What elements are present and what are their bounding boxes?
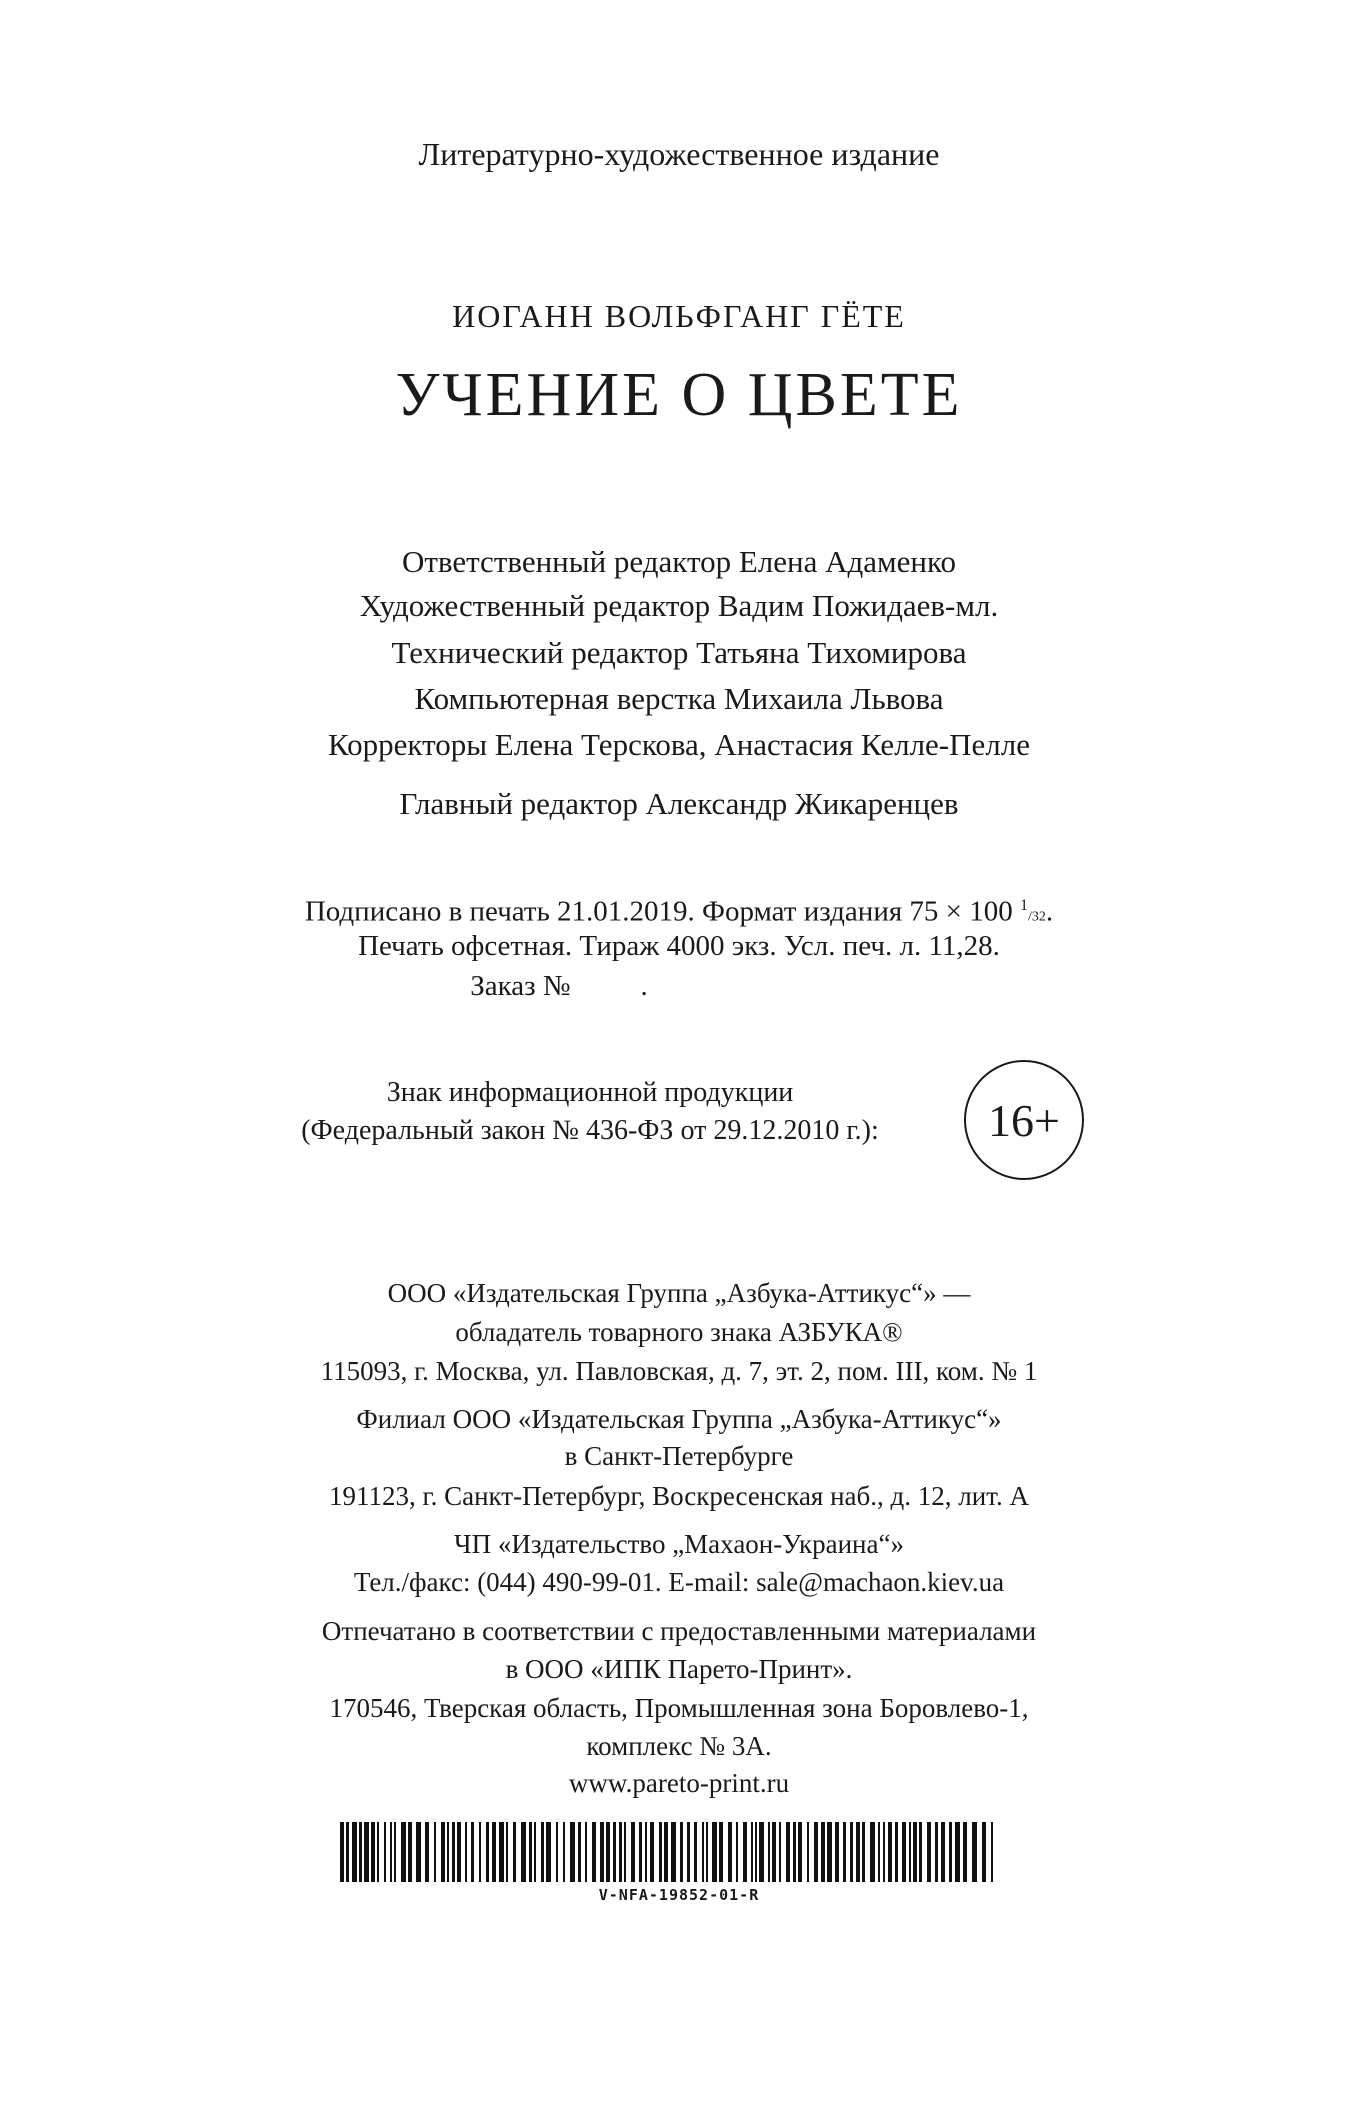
barcode-bar — [821, 1822, 825, 1882]
barcode-bar — [856, 1822, 860, 1882]
barcode-bar — [779, 1822, 781, 1882]
barcode-bar — [895, 1822, 898, 1882]
barcode-bar — [425, 1822, 429, 1882]
age-rating-badge: 16+ — [964, 1060, 1084, 1180]
barcode-bar — [452, 1822, 455, 1882]
barcode-bar — [706, 1822, 708, 1882]
barcode-bar — [556, 1822, 558, 1882]
credit-proofreaders: Корректоры Елена Терскова, Анастасия Келле-Пелле — [328, 727, 1030, 762]
barcode-bar — [870, 1822, 875, 1882]
credit-lead-editor: Ответственный редактор Елена Адаменко — [401, 544, 956, 579]
print-offset: Печать офсетная. Тираж 4000 экз. Усл. печ. л. 11,28. — [358, 930, 1000, 962]
barcode-bar — [492, 1822, 496, 1882]
barcode-bar — [835, 1822, 839, 1882]
barcode-bar — [384, 1822, 386, 1882]
barcode-bar — [878, 1822, 880, 1882]
barcode-bar — [935, 1822, 938, 1882]
publisher-line-5: в Санкт-Петербурге — [564, 1441, 794, 1471]
barcode-bar — [927, 1822, 931, 1882]
barcode-bar — [631, 1822, 635, 1882]
barcode-bar — [755, 1822, 757, 1882]
print-order-dot: . — [640, 970, 648, 1002]
barcode-bar — [843, 1822, 846, 1882]
credit-art-editor: Художественный редактор Вадим Пожидаев-мл. — [359, 588, 999, 623]
barcode-bar — [664, 1822, 668, 1882]
barcode-bar — [534, 1822, 536, 1882]
barcode-bar — [371, 1822, 375, 1882]
barcode-icon — [340, 1822, 1000, 1882]
barcode-bar — [671, 1822, 676, 1882]
barcode-bar — [529, 1822, 532, 1882]
publisher-line-7: ЧП «Издательство „Махаон-Украина“» — [454, 1529, 904, 1559]
barcode-bar — [972, 1822, 977, 1882]
credit-layout: Компьютерная верстка Михаила Львова — [414, 681, 944, 716]
barcode-bar — [377, 1822, 379, 1882]
barcode-bar — [751, 1822, 753, 1882]
credit-chief-editor: Главный редактор Александр Жикаренцев — [399, 786, 959, 821]
publisher-line-8: Тел./факс: (044) 490-99-01. E-mail: sale@machaon.kiev.ua — [353, 1567, 1005, 1597]
barcode-bar — [499, 1822, 504, 1882]
barcode-bar — [963, 1822, 967, 1882]
barcode-bar — [687, 1822, 690, 1882]
barcode-bar — [888, 1822, 892, 1882]
barcode-bar — [850, 1822, 853, 1882]
age-label-1: Знак информационной продукции — [386, 1077, 794, 1108]
barcode-bar — [434, 1822, 436, 1882]
barcode-bar — [941, 1822, 945, 1882]
barcode-bar — [624, 1822, 626, 1882]
publisher-line-3: 115093, г. Москва, ул. Павловская, д. 7, эт. 2, пом. III, ком. № 1 — [320, 1356, 1038, 1386]
barcode-bar — [827, 1822, 832, 1882]
barcode-bar — [619, 1822, 622, 1882]
barcode-bar — [902, 1822, 906, 1882]
barcode-bar — [346, 1822, 349, 1882]
barcode-bar — [471, 1822, 474, 1882]
format-numerator: 1 — [1020, 897, 1029, 914]
barcode-bar — [759, 1822, 764, 1882]
barcode-bar — [447, 1822, 449, 1882]
barcode-bar — [814, 1822, 818, 1882]
barcode-bar — [416, 1822, 421, 1882]
barcode-bar — [768, 1822, 770, 1882]
barcode-bar — [650, 1822, 654, 1882]
barcode-bar — [359, 1822, 362, 1882]
print-order-label: Заказ № — [470, 970, 571, 1002]
print-order — [0, 966, 1238, 1006]
printer-line-1: Отпечатано в соответствии с предоставленными материалами — [321, 1616, 1037, 1646]
barcode-bar — [772, 1822, 776, 1882]
barcode-bar — [613, 1822, 616, 1882]
barcode-bar — [793, 1822, 796, 1882]
barcode-bar — [457, 1822, 461, 1882]
barcode-bar — [645, 1822, 647, 1882]
barcode-bar — [486, 1822, 489, 1882]
barcode-bar — [506, 1822, 508, 1882]
barcode-bar — [786, 1822, 790, 1882]
barcode-bar — [592, 1822, 596, 1882]
age-rating-block — [0, 1054, 1358, 1182]
barcode-bar — [862, 1822, 865, 1882]
barcode-bar — [352, 1822, 357, 1882]
printer-line-2: в ООО «ИПК Парето-Принт». — [505, 1654, 853, 1684]
barcode-bar — [479, 1822, 481, 1882]
barcode-bar — [919, 1822, 922, 1882]
barcode-label: V-NFA-19852-01-R — [598, 1886, 760, 1904]
barcode-bar — [728, 1822, 732, 1882]
barcode-bar — [606, 1822, 610, 1882]
author-name: ИОГАНН ВОЛЬФГАНГ ГЁТЕ — [452, 298, 906, 334]
barcode-bar — [909, 1822, 911, 1882]
age-label-2: (Федеральный закон № 436-ФЗ от 29.12.2010 г.): — [301, 1115, 879, 1146]
barcode-bar — [955, 1822, 960, 1882]
printer-line-4: комплекс № 3А. — [586, 1731, 772, 1761]
barcode-bar — [694, 1822, 697, 1882]
barcode-block — [0, 1822, 1358, 1932]
barcode-bar — [982, 1822, 986, 1882]
barcode-bar — [563, 1822, 565, 1882]
barcode-bar — [807, 1822, 809, 1882]
credit-tech-editor: Технический редактор Татьяна Тихомирова — [391, 635, 967, 670]
printer-website: www.pareto-print.ru — [568, 1768, 790, 1798]
format-denominator: /32 — [1028, 909, 1046, 925]
barcode-bar — [639, 1822, 642, 1882]
barcode-bar — [408, 1822, 412, 1882]
barcode-bar — [712, 1822, 717, 1882]
barcode-bar — [340, 1822, 344, 1882]
barcode-bar — [401, 1822, 406, 1882]
barcode-bar — [513, 1822, 516, 1882]
barcode-bar — [570, 1822, 575, 1882]
publisher-line-6: 191123, г. Санкт-Петербург, Воскресенская наб., д. 12, лит. А — [329, 1481, 1029, 1511]
barcode-bar — [465, 1822, 467, 1882]
publisher-line-2: обладатель товарного знака АЗБУКА® — [455, 1317, 903, 1347]
printer-line-3: 170546, Тверская область, Промышленная зона Боровлево-1, — [329, 1693, 1029, 1723]
barcode-bar — [394, 1822, 396, 1882]
publisher-line-4: Филиал ООО «Издательская Группа „Азбука-Аттикус“» — [356, 1404, 1002, 1434]
barcode-bar — [991, 1822, 993, 1882]
barcode-bar — [736, 1822, 738, 1882]
barcode-bar — [659, 1822, 662, 1882]
barcode-bar — [521, 1822, 526, 1882]
barcode-bar — [585, 1822, 587, 1882]
barcode-bar — [719, 1822, 723, 1882]
barcode-bar — [798, 1822, 802, 1882]
format-suffix: . — [1045, 895, 1054, 928]
print-signed-text: Подписано в печать 21.01.2019. Формат издания 75 × 100 — [304, 895, 1013, 928]
barcode-bar — [364, 1822, 369, 1882]
barcode-bar — [680, 1822, 683, 1882]
barcode-bar — [883, 1822, 885, 1882]
barcode-bar — [546, 1822, 551, 1882]
barcode-bar — [949, 1822, 952, 1882]
barcode-bar — [541, 1822, 544, 1882]
barcode-bar — [441, 1822, 445, 1882]
barcode-bar — [578, 1822, 581, 1882]
publisher-line-1: ООО «Издательская Группа „Азбука-Аттикус“» — — [387, 1278, 971, 1308]
barcode-bar — [600, 1822, 604, 1882]
barcode-bar — [702, 1822, 704, 1882]
barcode-bar — [913, 1822, 917, 1882]
book-title: УЧЕНИЕ О ЦВЕТЕ — [395, 361, 963, 429]
barcode-bar — [743, 1822, 747, 1882]
barcode-bar — [390, 1822, 392, 1882]
genre-label: Литературно-художественное издание — [418, 136, 940, 172]
